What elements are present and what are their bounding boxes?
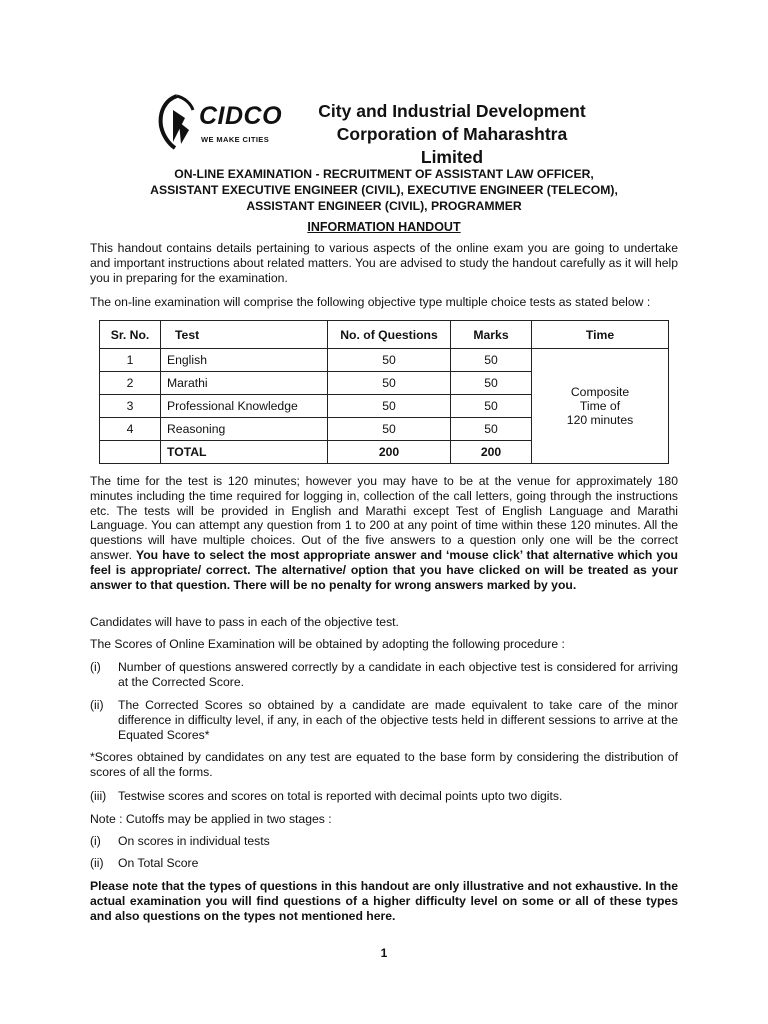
intro-paragraph: This handout contains details pertaining to various aspects of the online exam you are going to undertake and important instructions about related matters. You are advised to study the handout carefully as it will help you in preparing for the examination. <box>90 241 678 285</box>
time-line-2: Time of <box>579 399 621 413</box>
cutoff-item <box>90 856 678 871</box>
item-text: On Total Score <box>118 856 199 870</box>
logo-tagline: WE MAKE CITIES <box>201 135 270 144</box>
composite-time-cell <box>532 349 669 464</box>
table-row <box>100 349 669 372</box>
procedure-item <box>90 660 678 690</box>
table-header-row <box>100 321 669 349</box>
header-time: Time <box>532 321 669 349</box>
org-line-1: City and Industrial Development <box>318 101 586 121</box>
row-sr: 1 <box>100 349 161 372</box>
header <box>155 92 595 167</box>
exam-title-line-2: ASSISTANT EXECUTIVE ENGINEER (CIVIL), EXECUTIVE ENGINEER (TELECOM), <box>150 183 618 197</box>
cutoff-note: Note : Cutoffs may be applied in two stages : <box>90 812 332 826</box>
logo-name: CIDCO <box>199 102 283 130</box>
equated-note: *Scores obtained by candidates on any test are equated to the base form by considering the distribution of scores of all the forms. <box>90 750 678 779</box>
time-line-3: 120 minutes <box>566 413 634 427</box>
row-test: Marathi <box>161 372 328 395</box>
row-marks: 50 <box>451 372 532 395</box>
total-marks: 200 <box>451 441 532 464</box>
row-marks: 50 <box>451 418 532 441</box>
cutoff-item <box>90 834 678 849</box>
cidco-emblem-icon <box>155 92 199 152</box>
item-number: (ii) <box>90 856 104 870</box>
procedure-item <box>90 698 678 743</box>
item-number: (i) <box>90 834 101 848</box>
row-questions: 50 <box>328 372 451 395</box>
exam-title-line-3: ASSISTANT ENGINEER (CIVIL), PROGRAMMER <box>246 199 522 213</box>
row-test: Professional Knowledge <box>161 395 328 418</box>
row-marks: 50 <box>451 349 532 372</box>
exam-title-line-1: ON-LINE EXAMINATION - RECRUITMENT OF ASSISTANT LAW OFFICER, <box>174 167 594 181</box>
time-line-1: Composite <box>570 385 630 399</box>
organization-name <box>312 100 592 169</box>
procedure-item <box>90 789 678 804</box>
row-questions: 50 <box>328 395 451 418</box>
header-questions: No. of Questions <box>328 321 451 349</box>
total-empty-cell <box>100 441 161 464</box>
header-sr-no: Sr. No. <box>100 321 161 349</box>
row-questions: 50 <box>328 349 451 372</box>
time-paragraph-text: The time for the test is 120 minutes; however you may have to be at the venue for approximately 180 minutes including the time required for logging in, collection of the call letters, going through the instructions etc. The tests will be provided in English and Marathi except Test of English Language and Marathi Language. You can attempt any question from 1 to 200 at any point of time within these 120 minutes. All the questions will have multiple choices. Out of the five answers to a question only one will be the correct answer. <box>90 474 678 562</box>
tests-table <box>99 320 669 464</box>
row-questions: 50 <box>328 418 451 441</box>
tests-intro: The on-line examination will comprise the following objective type multiple choice tests as stated below : <box>90 295 651 309</box>
row-marks: 50 <box>451 395 532 418</box>
item-number: (ii) <box>90 698 104 712</box>
header-test: Test <box>161 321 328 349</box>
item-text: Number of questions answered correctly by a candidate in each objective test is considered for arriving at the Corrected Score. <box>118 660 678 689</box>
org-line-2: Corporation of Maharashtra Limited <box>336 124 568 167</box>
total-label: TOTAL <box>161 441 328 464</box>
item-text: The Corrected Scores so obtained by a candidate are made equivalent to take care of the minor difference in difficulty level, if any, in each of the objective tests held in different sessions to arrive at the Equated Scores* <box>118 698 678 742</box>
cidco-logo <box>155 92 295 152</box>
row-test: English <box>161 349 328 372</box>
item-number: (i) <box>90 660 101 674</box>
item-number: (iii) <box>90 789 107 803</box>
handout-title: INFORMATION HANDOUT <box>307 220 461 234</box>
exam-title <box>90 166 678 214</box>
row-sr: 2 <box>100 372 161 395</box>
time-paragraph-bold: You have to select the most appropriate answer and ‘mouse click’ that alternative which you feel is appropriate/ correct. The alternative/ option that you have clicked on will be treated as your answer to that question. There will be no penalty for wrong answers marked by you. <box>90 547 678 592</box>
row-sr: 4 <box>100 418 161 441</box>
item-text: Testwise scores and scores on total is reported with decimal points upto two digits. <box>118 789 563 803</box>
time-paragraph <box>90 474 678 592</box>
page-number: 1 <box>380 946 388 960</box>
row-sr: 3 <box>100 395 161 418</box>
header-marks: Marks <box>451 321 532 349</box>
final-note: Please note that the types of questions in this handout are only illustrative and not exhaustive. In the actual examination you will find questions of a higher difficulty level on some or all of these types and also questions on the types not mentioned here. <box>90 879 678 923</box>
total-questions: 200 <box>328 441 451 464</box>
item-text: On scores in individual tests <box>118 834 270 848</box>
scores-intro: The Scores of Online Examination will be obtained by adopting the following procedure : <box>90 637 565 651</box>
pass-note: Candidates will have to pass in each of the objective test. <box>90 615 399 629</box>
row-test: Reasoning <box>161 418 328 441</box>
